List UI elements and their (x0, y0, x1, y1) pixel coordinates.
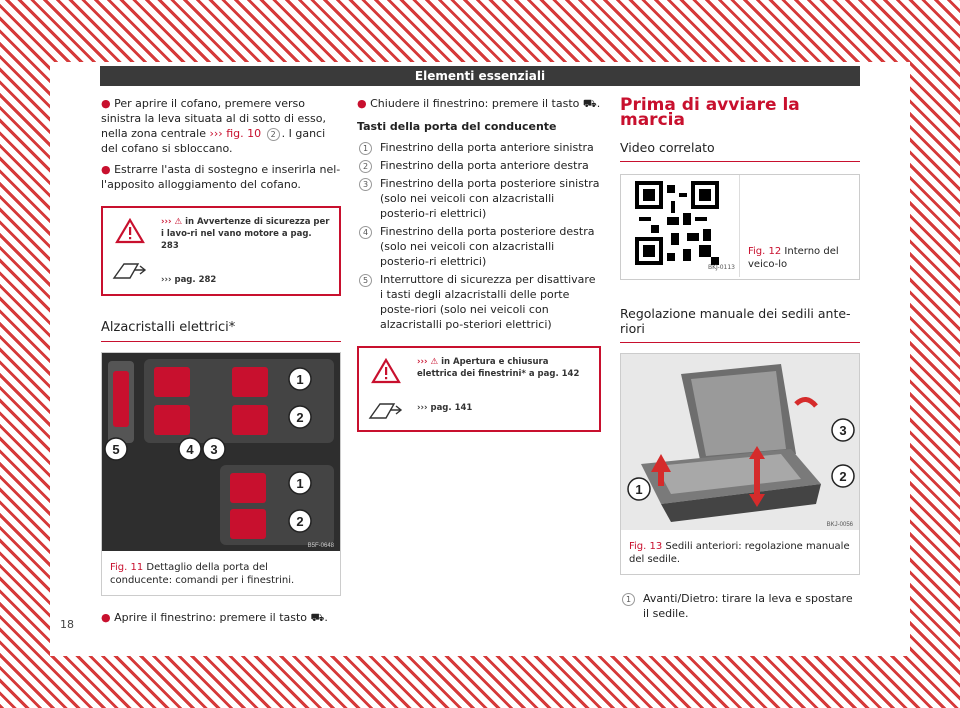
warning-small-icon: ⚠ (430, 357, 439, 367)
figure-11-caption: Fig. 11 Dettaglio della porta del conducente: comandi per i finestrini. (110, 562, 295, 586)
window-button-icon: ⛟ (310, 611, 325, 624)
list-item: 5 Interruttore di sicurezza per disattivare i tasti degli alzacristalli delle porte poste-riori (solo nei veicoli con alzacristalli po-steriori elettrici) (357, 272, 601, 332)
callout-3: 3 (210, 442, 218, 457)
figure-13 (620, 353, 860, 575)
book-hand-icon (368, 398, 404, 422)
fig-reference-link[interactable]: ››› fig. 10 (209, 127, 262, 140)
running-header: Elementi essenziali (100, 66, 860, 86)
button-list (357, 140, 601, 332)
callout-5: 5 (112, 442, 120, 457)
warning-box (357, 346, 601, 432)
figure-12-caption: Fig. 12 Interno del veico-lo (748, 246, 839, 270)
list-item: 4 Finestrino della porta posteriore destra (solo nei veicoli con alzacristalli posterio-ri elettrici) (357, 224, 601, 269)
warning-box (101, 206, 341, 296)
section-heading-seat: Regolazione manuale dei sedili ante-riori (620, 306, 860, 343)
list-item: 3 Finestrino della porta posteriore sinistra (solo nei veicoli con alzacristalli posterio-ri elettrici) (357, 176, 601, 221)
warning-triangle-icon (115, 218, 145, 244)
callout-2: 2 (296, 410, 304, 425)
paragraph-prop-rod: ● Estrarre l'asta di sostegno e inserirla nel-l'apposito alloggiamento del cofano. (101, 163, 341, 191)
book-hand-icon (112, 258, 148, 282)
figure-code: B5F-0648 (307, 543, 334, 549)
chapter-title: Prima di avviare la marcia (620, 95, 800, 130)
callout-2: 2 (839, 469, 847, 484)
figure-code: BKJ-0056 (826, 522, 853, 528)
callout-2b: 2 (296, 514, 304, 529)
section-heading-windows: Alzacristalli elettrici* (101, 320, 341, 342)
bullet-icon: ● (357, 97, 367, 110)
warning-triangle-icon (371, 358, 401, 384)
column-left (101, 96, 341, 631)
callout-1: 1 (635, 482, 643, 497)
bullet-icon: ● (101, 611, 111, 624)
figure-11 (101, 352, 341, 596)
qr-code-box (621, 175, 740, 277)
list-item: 1 Finestrino della porta anteriore sinistra (357, 140, 601, 155)
warning-reference-1[interactable]: ››› ⚠ in Apertura e chiusura elettrica dei finestrini* a pag. 142 (417, 357, 580, 379)
column-middle (357, 96, 601, 442)
qr-code-icon[interactable] (635, 181, 719, 265)
paragraph-close-window: ● Chiudere il finestrino: premere il tasto ⛟. (357, 97, 601, 110)
warning-reference-1[interactable]: ››› ⚠ in Avvertenze di sicurezza per i lavo-ri nel vano motore a pag. 283 (161, 217, 330, 251)
subheading-driver-buttons: Tasti della porta del conducente (357, 120, 557, 133)
callout-3: 3 (839, 423, 847, 438)
callout-1b: 1 (296, 476, 304, 491)
page-number: 18 (60, 618, 74, 631)
window-switches-illustration (102, 353, 340, 551)
bullet-icon: ● (101, 97, 111, 110)
figure-code: BKJ-0113 (707, 264, 735, 271)
callout-1: 1 (296, 372, 304, 387)
figure-12 (620, 174, 860, 280)
callout-4: 4 (186, 442, 194, 457)
warning-reference-2[interactable]: ››› pag. 141 (417, 403, 473, 413)
warning-reference-2[interactable]: ››› pag. 282 (161, 275, 217, 285)
bullet-icon: ● (101, 163, 111, 176)
column-right (620, 96, 860, 624)
window-button-icon: ⛟ (582, 97, 597, 110)
list-item: 1 Avanti/Dietro: tirare la leva e spostare il sedile. (620, 591, 860, 621)
warning-small-icon: ⚠ (174, 217, 183, 227)
paragraph-open-hood: ● Per aprire il cofano, premere verso sinistra la leva situata al di sotto di esso, nella zona centrale ››› fig. 10 2 . I ganci del cofano si sbloccano. (101, 97, 326, 155)
seat-adjustment-illustration (621, 354, 859, 530)
paragraph-open-window: ● Aprire il finestrino: premere il tasto ⛟. (101, 611, 328, 624)
video-heading: Video correlato (620, 140, 860, 162)
list-item: 2 Finestrino della porta anteriore destra (357, 158, 601, 173)
callout-number: 2 (267, 128, 280, 141)
figure-13-caption: Fig. 13 Sedili anteriori: regolazione manuale del sedile. (629, 541, 850, 565)
